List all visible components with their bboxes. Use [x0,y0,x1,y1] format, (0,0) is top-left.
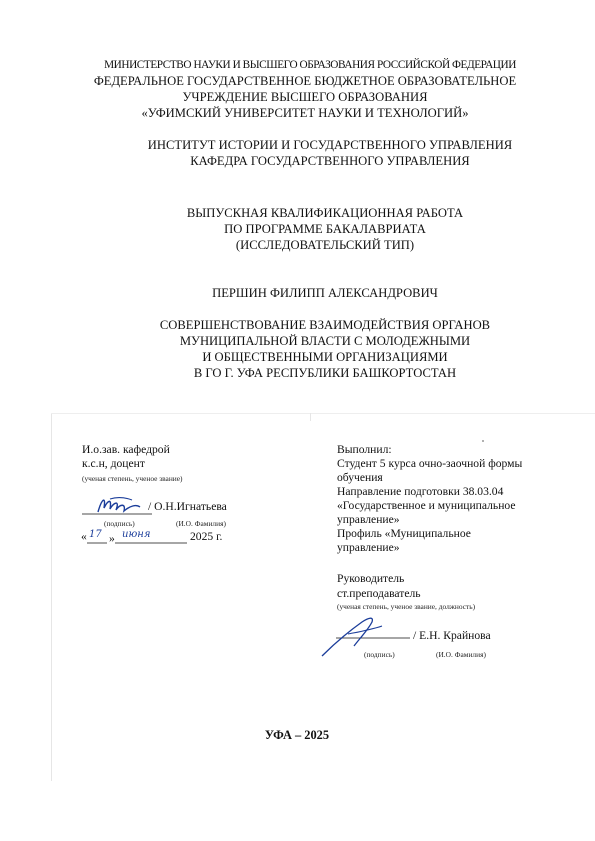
hod-date-year: 2025 г. [190,530,223,543]
institute-name: ИНСТИТУТ ИСТОРИИ И ГОСУДАРСТВЕННОГО УПРАВЛЕНИЯ [147,138,513,152]
hod-name: / О.Н.Игнатьева [148,500,227,513]
student-line-1: Студент 5 курса очно-заочной формы [337,457,523,470]
student-line-2: обучения [337,471,383,484]
hod-role: И.о.зав. кафедрой [82,443,170,456]
hod-date-open-quote: « [81,530,87,543]
supervisor-name: / Е.Н. Крайнова [413,629,491,642]
supervisor-signature-caption: (подпись) [364,650,395,659]
department-name: КАФЕДРА ГОСУДАРСТВЕННОГО УПРАВЛЕНИЯ [190,154,470,168]
work-type-line-2: ПО ПРОГРАММЕ БАКАЛАВРИАТА [224,222,426,236]
svg-text:»: » [109,532,115,545]
title-line-4: В ГО Г. УФА РЕСПУБЛИКИ БАШКОРТОСТАН [193,366,457,380]
supervisor-name-caption: (И.О. Фамилия) [436,650,486,659]
author-name: ПЕРШИН ФИЛИПП АЛЕКСАНДРОВИЧ [212,286,438,300]
hod-date-day: 17 [89,529,102,540]
student-line-7: управление» [337,541,400,554]
student-label: Выполнил: [337,443,392,456]
hod-signature-caption: (подпись) [104,519,135,528]
ministry-line: МИНИСТЕРСТВО НАУКИ И ВЫСШЕГО ОБРАЗОВАНИЯ РОССИЙСКОЙ ФЕДЕРАЦИИ [104,59,516,71]
title-line-1: СОВЕРШЕНСТВОВАНИЕ ВЗАИМОДЕЙСТВИЯ ОРГАНОВ [159,318,491,332]
title-line-2: МУНИЦИПАЛЬНОЙ ВЛАСТИ С МОЛОДЕЖНЫМИ [179,334,471,348]
scan-edge [51,413,52,781]
supervisor-position: ст.преподаватель [337,587,421,600]
university-name: «УФИМСКИЙ УНИВЕРСИТЕТ НАУКИ И ТЕХНОЛОГИЙ» [141,106,469,120]
work-type-line-1: ВЫПУСКНАЯ КВАЛИФИКАЦИОННАЯ РАБОТА [186,206,464,220]
supervisor-label: Руководитель [337,572,405,585]
work-type-line-3: (ИССЛЕДОВАТЕЛЬСКИЙ ТИП) [235,238,415,252]
title-line-3: И ОБЩЕСТВЕННЫМИ ОРГАНИЗАЦИЯМИ [202,350,448,364]
scan-edge-top [51,413,595,414]
student-line-3: Направление подготовки 38.03.04 [337,485,504,498]
city-year: УФА – 2025 [264,728,330,742]
organization-line-2: УЧРЕЖДЕНИЕ ВЫСШЕГО ОБРАЗОВАНИЯ [182,90,428,104]
organization-line-1: ФЕДЕРАЛЬНОЕ ГОСУДАРСТВЕННОЕ БЮДЖЕТНОЕ ОБРАЗОВАТЕЛЬНОЕ [93,74,517,88]
hod-name-caption: (И.О. Фамилия) [176,519,226,528]
hod-date-month: июня [122,529,151,540]
supervisor-position-caption: (ученая степень, ученое звание, должность) [337,602,476,611]
hod-degree: к.с.н, доцент [82,457,145,470]
student-line-6: Профиль «Муниципальное [337,527,471,540]
scan-edge-mid [310,413,311,421]
student-line-5: управление» [337,513,400,526]
scan-speck [482,440,484,442]
student-line-4: «Государственное и муниципальное [337,499,516,512]
hod-degree-caption: (ученая степень, ученое звание) [82,474,183,483]
